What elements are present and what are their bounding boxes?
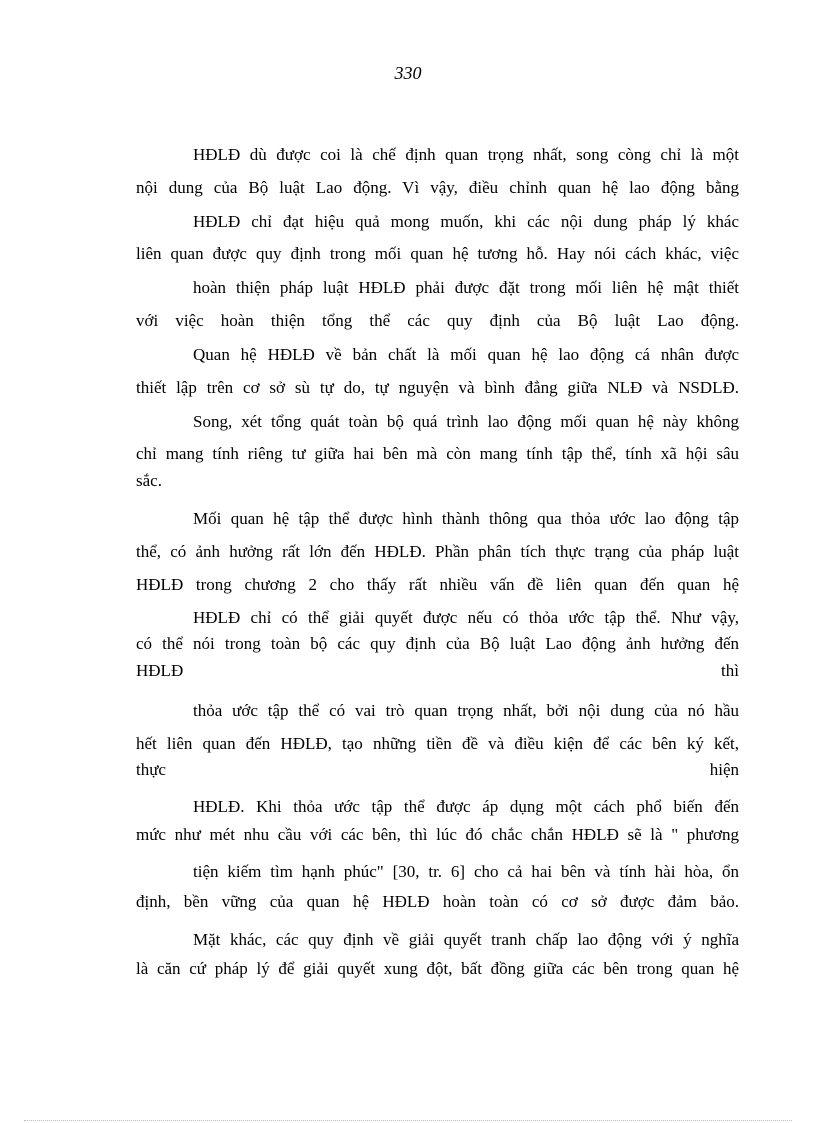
text-line: thể, có ảnh hưởng rất lớn đến HĐLĐ. Phần phân tích thực trạng của pháp luật [136,542,739,561]
text-line: định, bền vững của quan hệ HĐLĐ hoàn toàn có cơ sở được đảm bảo. [136,892,739,911]
text-line: tiện kiếm tìm hạnh phúc" [30, tr. 6] cho cả hai bên và tính hài hòa, ổn [193,862,739,881]
text-line: HĐLĐ trong chương 2 cho thấy rất nhiều vấn đề liên quan đến quan hệ [136,575,739,594]
text-line: HĐLĐ chỉ đạt hiệu quả mong muốn, khi các nội dung pháp lý khác [193,212,739,231]
text-line: mức như mét nhu cầu với các bên, thì lúc đó chắc chắn HĐLĐ sẽ là " phương [136,825,739,844]
text-line: HĐLĐ chỉ có thể giải quyết được nếu có thỏa ước tập thể. Như vậy, [193,608,739,627]
text-line: thiết lập trên cơ sở sù tự do, tự nguyện và bình đẳng giữa NLĐ và NSDLĐ. [136,378,739,397]
text-line: thực hiện [136,760,739,779]
text-line: chỉ mang tính riêng tư giữa hai bên mà còn mang tính tập thể, tính xã hội sâu [136,444,739,463]
text-line: hết liên quan đến HĐLĐ, tạo những tiền đề và điều kiện để các bên ký kết, [136,734,739,753]
text-line: nội dung của Bộ luật Lao động. Vì vậy, điều chỉnh quan hệ lao động bằng [136,178,739,197]
text-line: HĐLĐ. Khi thỏa ước tập thể được áp dụng một cách phổ biến đến [193,797,739,816]
text-line: là căn cứ pháp lý để giải quyết xung đột, bất đồng giữa các bên trong quan hệ [136,959,739,978]
page-number: 330 [394,63,422,83]
text-line: với việc hoàn thiện tổng thể các quy định của Bộ luật Lao động. [136,311,739,330]
text-line: Mối quan hệ tập thể được hình thành thông qua thỏa ước lao động tập [193,509,739,528]
text-line: sắc. [136,471,162,490]
text-line: HĐLĐ dù được coi là chế định quan trọng nhất, song còng chỉ là một [193,145,739,164]
text-line: hoàn thiện pháp luật HĐLĐ phải được đặt trong mối liên hệ mật thiết [193,278,739,297]
text-line: Mặt khác, các quy định về giải quyết tranh chấp lao động với ý nghĩa [193,930,739,949]
text-line: Song, xét tổng quát toàn bộ quá trình lao động mối quan hệ này không [193,412,739,431]
text-line: thỏa ước tập thể có vai trò quan trọng nhất, bởi nội dung của nó hầu [193,701,739,720]
page-bottom-divider [24,1120,792,1121]
text-line: Quan hệ HĐLĐ về bản chất là mối quan hệ lao động cá nhân được [193,345,739,364]
text-line: có thể nói trong toàn bộ các quy định của Bộ luật Lao động ảnh hưởng đến [136,634,739,653]
text-line: HĐLĐ thì [136,661,739,680]
text-line: liên quan được quy định trong mối quan hệ tương hỗ. Hay nói cách khác, việc [136,244,739,263]
